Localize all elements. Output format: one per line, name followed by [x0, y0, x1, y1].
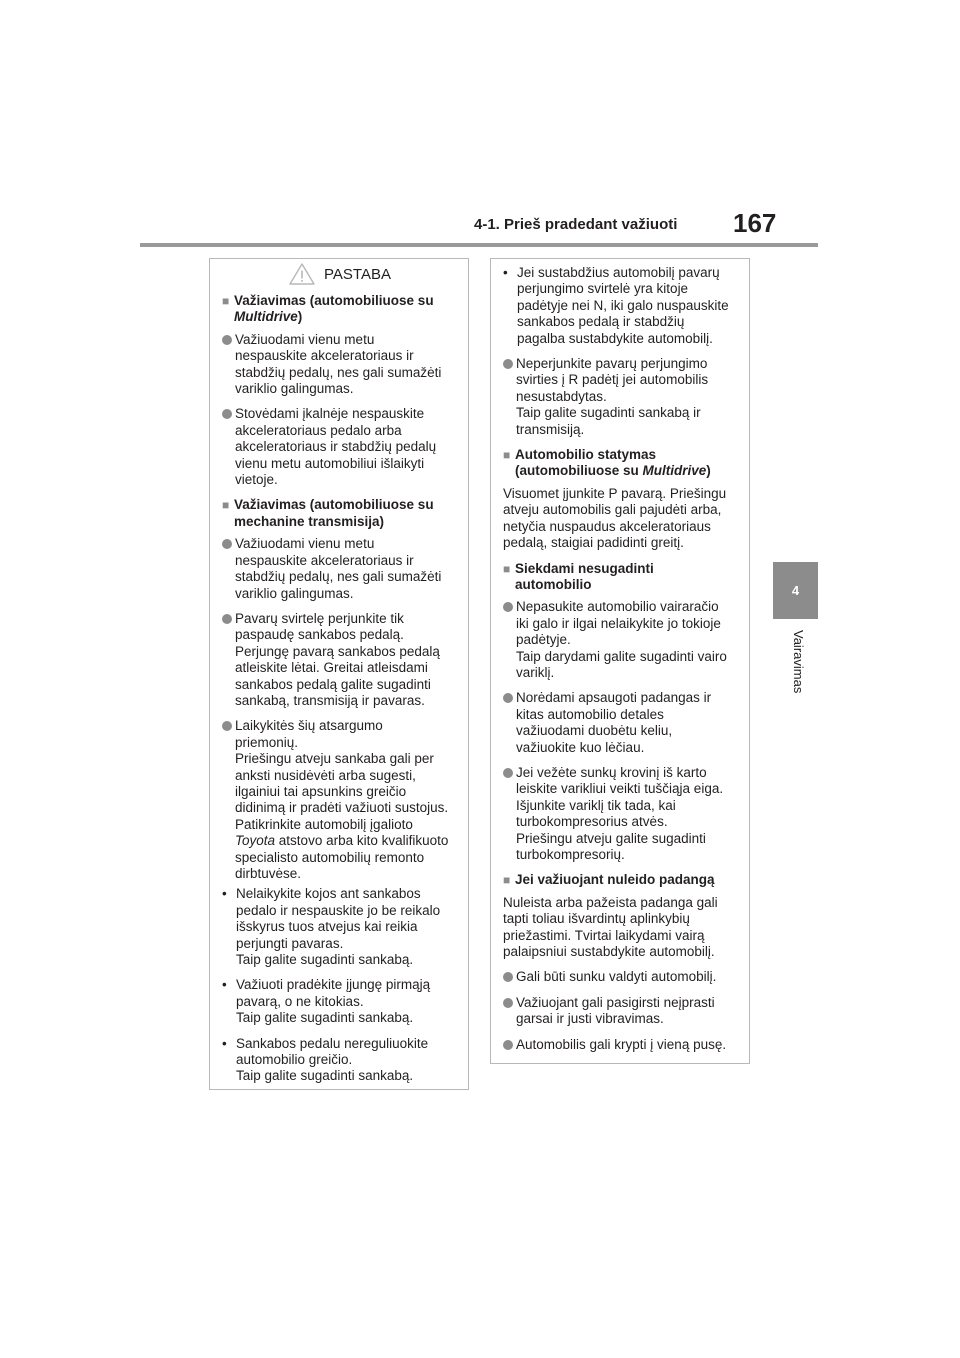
list-item	[503, 995, 739, 1028]
circle-bullet-icon	[503, 602, 513, 612]
chapter-tab: 4	[773, 562, 818, 619]
list-item	[503, 356, 739, 438]
notice-title: PASTABA	[324, 265, 391, 283]
section-heading	[503, 447, 739, 480]
paragraph: Visuomet įjunkite P pavarą. Priešingu atveju automobilis gali pajudėti arba, netyčia nuspaudus akceleratoriaus pedalą, staigiai padidinti greitį.	[503, 485, 727, 551]
square-bullet-icon: ■	[222, 294, 230, 308]
heading-text-end: )	[297, 309, 303, 325]
dash-item	[222, 977, 458, 1026]
dash-item	[503, 265, 739, 347]
list-item	[503, 765, 739, 863]
list-item-text: Stovėdami įkalnėje nespauskite akceleratoriaus pedalo arba akceleratoriaus ir stabdžių pedalų vienu metu automobiliui išlaikyti vietoje.	[235, 406, 437, 488]
paragraph: Nuleista arba pažeista padanga gali tapti toliau išvardintų aplinkybių priežastimi. Tvirtai laikydami vairą palaipsniui sustabdykite automobilį.	[503, 894, 718, 960]
warning-icon	[289, 263, 315, 285]
heading-text-italic: Multidrive	[642, 463, 707, 479]
dash-bullet-icon: •	[503, 265, 508, 280]
dash-item-text: Važiuoti pradėkite įjungę pirmąją pavarą, o ne kitokias. Taip galite sugadinti sankabą.	[236, 977, 431, 1026]
circle-bullet-icon	[503, 998, 513, 1008]
circle-bullet-icon	[503, 359, 513, 369]
list-item-text: Pavarų svirtelę perjunkite tik paspaudę sankabos pedalą. Perjungę pavarą sankabos pedalą atleiskite lėtai. Greitai atleisdami sankabos pedalą galite sugadinti sankabą, transmisiją ir pavaras.	[235, 610, 440, 708]
list-item-text: Važiuodami vienu metu nespauskite akceleratoriaus ir stabdžių pedalų, nes gali sumažėti variklio galingumas.	[235, 536, 442, 601]
dash-item-text: Jei sustabdžius automobilį pavarų perjungimo svirtelė yra kitoje padėtyje nei N, iki galo nuspauskite sankabos pedalą ir stabdžių pagalba sustabdykite automobilį.	[517, 265, 729, 346]
notice-header	[222, 259, 458, 289]
list-item	[222, 332, 458, 398]
dash-bullet-icon: •	[222, 977, 227, 993]
list-item-text: Laikykitės šių atsargumo priemonių. Priešingu atveju sankaba gali per anksti nusidėvėti arba sugesti, ilgainiui tai apsunkins greičio didinimą ir pradėti važiuoti sustojus. Patikrinkite automobilį įgalioto	[235, 718, 449, 832]
list-item	[503, 690, 739, 756]
list-item-text-end: atstovo arba kito kvalifikuoto specialisto automobilių remonto dirbtuvėse.	[235, 833, 449, 881]
circle-bullet-icon	[503, 1040, 513, 1050]
circle-bullet-icon	[503, 768, 513, 778]
list-item-text: Gali būti sunku valdyti automobilį.	[516, 969, 717, 985]
heading-text: Siekdami nesugadinti automobilio	[515, 560, 654, 592]
list-item-text: Norėdami apsaugoti padangas ir kitas automobilio detales važiuodami duobėtu keliu, važiuokite kuo lėčiau.	[516, 690, 712, 755]
section-heading	[503, 561, 739, 594]
list-item-text: Važiuodami vienu metu nespauskite akceleratoriaus ir stabdžių pedalų, nes gali sumažėti variklio galingumas.	[235, 331, 442, 397]
list-item	[503, 1037, 739, 1053]
list-item	[222, 718, 458, 882]
section-title: 4-1. Prieš pradedant važiuoti	[474, 216, 678, 233]
list-item	[222, 406, 458, 488]
circle-bullet-icon	[222, 539, 232, 549]
heading-text-italic: Multidrive	[234, 309, 298, 325]
dash-item	[222, 1036, 458, 1085]
heading-text: Jei važiuojant nuleido padangą	[515, 872, 715, 888]
brand-name: Toyota	[235, 833, 276, 849]
square-bullet-icon: ■	[503, 873, 511, 888]
dash-item	[222, 886, 458, 968]
circle-bullet-icon	[503, 972, 513, 982]
list-item	[503, 599, 739, 681]
heading-text: Automobilio statymas (automobiliuose su	[515, 447, 657, 479]
notice-box-continued	[490, 258, 750, 1064]
heading-text-end: )	[706, 463, 711, 479]
heading-text: Važiavimas (automobiliuose su mechanine transmisija)	[234, 497, 434, 529]
circle-bullet-icon	[222, 335, 232, 345]
dash-bullet-icon: •	[222, 1035, 227, 1051]
list-item-text: Važiuojant gali pasigirsti neįprasti garsai ir justi vibravimas.	[516, 994, 715, 1027]
circle-bullet-icon	[503, 693, 513, 703]
section-heading	[222, 293, 458, 326]
square-bullet-icon: ■	[503, 448, 511, 463]
dash-bullet-icon: •	[222, 886, 227, 902]
list-item	[222, 611, 458, 709]
circle-bullet-icon	[222, 409, 232, 419]
dash-item-text: Nelaikykite kojos ant sankabos pedalo ir nespauskite jo be reikalo išskyrus tuos atvejus kai reikia perjungti pavaras. Taip galite sugadinti sankabą.	[236, 886, 441, 968]
list-item-text: Automobilis gali krypti į vieną pusę.	[516, 1036, 727, 1052]
circle-bullet-icon	[222, 614, 232, 624]
list-item-text: Neperjunkite pavarų perjungimo svirties į R padėtį jei automobilis nesustabdytas. Taip galite sugadinti sankabą ir transmisiją.	[516, 356, 709, 437]
list-item	[503, 969, 739, 985]
section-heading	[222, 497, 458, 530]
notice-box	[209, 258, 469, 1090]
dash-item-text: Sankabos pedalu nereguliuokite automobilio greičio. Taip galite sugadinti sankabą.	[236, 1035, 429, 1084]
chapter-title: Vairavimas	[791, 630, 806, 694]
square-bullet-icon: ■	[222, 498, 230, 513]
circle-bullet-icon	[222, 721, 232, 731]
section-heading	[503, 872, 739, 888]
heading-text: Važiavimas (automobiliuose su	[234, 293, 434, 308]
square-bullet-icon: ■	[503, 561, 511, 576]
header-divider	[140, 243, 818, 247]
list-item	[222, 536, 458, 602]
page-number: 167	[733, 208, 777, 238]
list-item-text: Jei vežėte sunkų krovinį iš karto leiskite varikliui veikti tuščiąja eiga. Išjunkite variklį tik tada, kai turbokompresorius atvės. Priešingu atveju galite sugadinti turbokompresorių.	[516, 764, 724, 862]
list-item-text: Nepasukite automobilio vairaračio iki galo ir ilgai nelaikykite jo tokioje padėtyje. Taip darydami galite sugadinti vairo variklį.	[516, 599, 727, 680]
